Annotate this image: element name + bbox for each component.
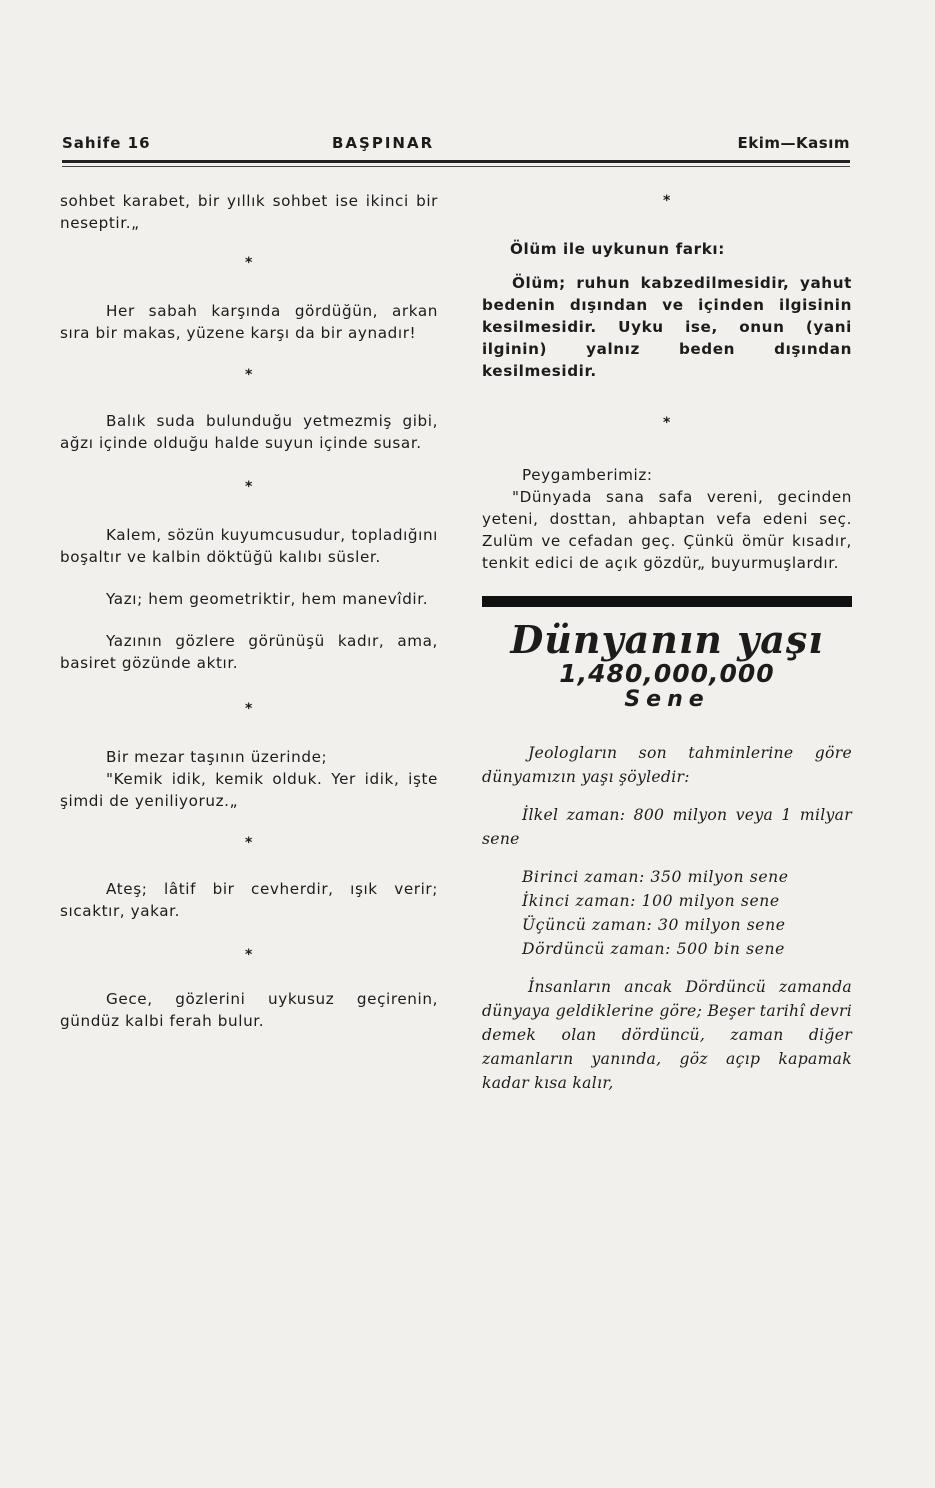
paragraph: Yazı; hem geometriktir, hem manevîdir. [106,590,429,608]
header-rule [62,160,850,163]
header-rule-thin [62,166,850,167]
article-intro: Jeologların son tahminlerine göre dünyamızın yaşı şöyledir: [482,744,852,786]
separator-star: * [245,367,253,383]
paragraph: Yazının gözlere görünüşü kadır, ama, basiret gözünde aktır. [60,632,438,672]
separator-star: * [245,947,253,963]
era-item: Birinci zaman: 350 milyon sene [522,868,789,886]
paragraph: Kalem, sözün kuyumcusudur, topladığını boşaltır ve kalbin döktüğü kalıbı süsler. [60,526,438,566]
separator-star: * [663,193,671,209]
issue-date: Ekim—Kasım [737,134,850,152]
article-unit: Sene [624,687,710,712]
article-title: Dünyanın yaşı [510,617,824,662]
paragraph: sohbet karabet, bir yıllık sohbet ise ikinci bir neseptir.„ [60,192,438,232]
quote-body: "Dünyada sana safa vereni, gecinden yeteni, dosttan, ahbaptan vefa edeni seç. Zulüm ve cefadan geç. Çünkü ömür kısadır, tenkit edici de açık gözdür„ buyurmuşlardır. [482,488,852,572]
left-column [60,190,438,1032]
separator-star: * [245,701,253,717]
right-column [482,190,852,1095]
era-item: Üçüncü zaman: 30 milyon sene [522,916,786,934]
era-item: İkinci zaman: 100 milyon sene [522,892,780,910]
section-heading: Ölüm ile uykunun farkı: [510,240,725,258]
paragraph: Her sabah karşında gördüğün, arkan sıra bir makas, yüzene karşı da bir aynadır! [60,302,438,342]
article-number: 1,480,000,000 [559,659,775,688]
separator-star: * [245,255,253,271]
separator-star: * [245,835,253,851]
page-number: Sahife 16 [62,134,151,152]
paragraph: Balık suda bulunduğu yetmezmiş gibi, ağzı içinde olduğu halde suyun içinde susar. [60,412,438,452]
quote-intro: Peygamberimiz: [522,466,653,484]
separator-star: * [245,479,253,495]
separator-star: * [663,415,671,431]
paragraph: Ateş; lâtif bir cevherdir, ışık verir; sıcaktır, yakar. [60,880,438,920]
paragraph: Bir mezar taşının üzerinde; [106,748,328,766]
paragraph: "Kemik idik, kemik olduk. Yer idik, işte şimdi de yeniliyoruz.„ [60,770,438,810]
era-item: İlkel zaman: 800 milyon veya 1 milyar sene [482,806,852,848]
era-item: Dördüncü zaman: 500 bin sene [522,940,785,958]
section-divider [482,596,852,607]
journal-title: BAŞPINAR [332,134,435,152]
article-conclusion: İnsanların ancak Dördüncü zamanda dünyaya geldiklerine göre; Beşer tarihî devri demek olan dördüncü, zaman diğer zamanların yanında, göz açıp kapamak kadar kısa kalır, [482,978,852,1092]
paragraph: Gece, gözlerini uykusuz geçirenin, gündüz kalbi ferah bulur. [60,990,438,1030]
paragraph: Ölüm; ruhun kabzedilmesidir, yahut bedenin dışından ve içinden ilgisinin kesilmesidir. Uyku ise, onun (yani ilginin) yalnız beden dışından kesilmesidir. [482,274,852,380]
